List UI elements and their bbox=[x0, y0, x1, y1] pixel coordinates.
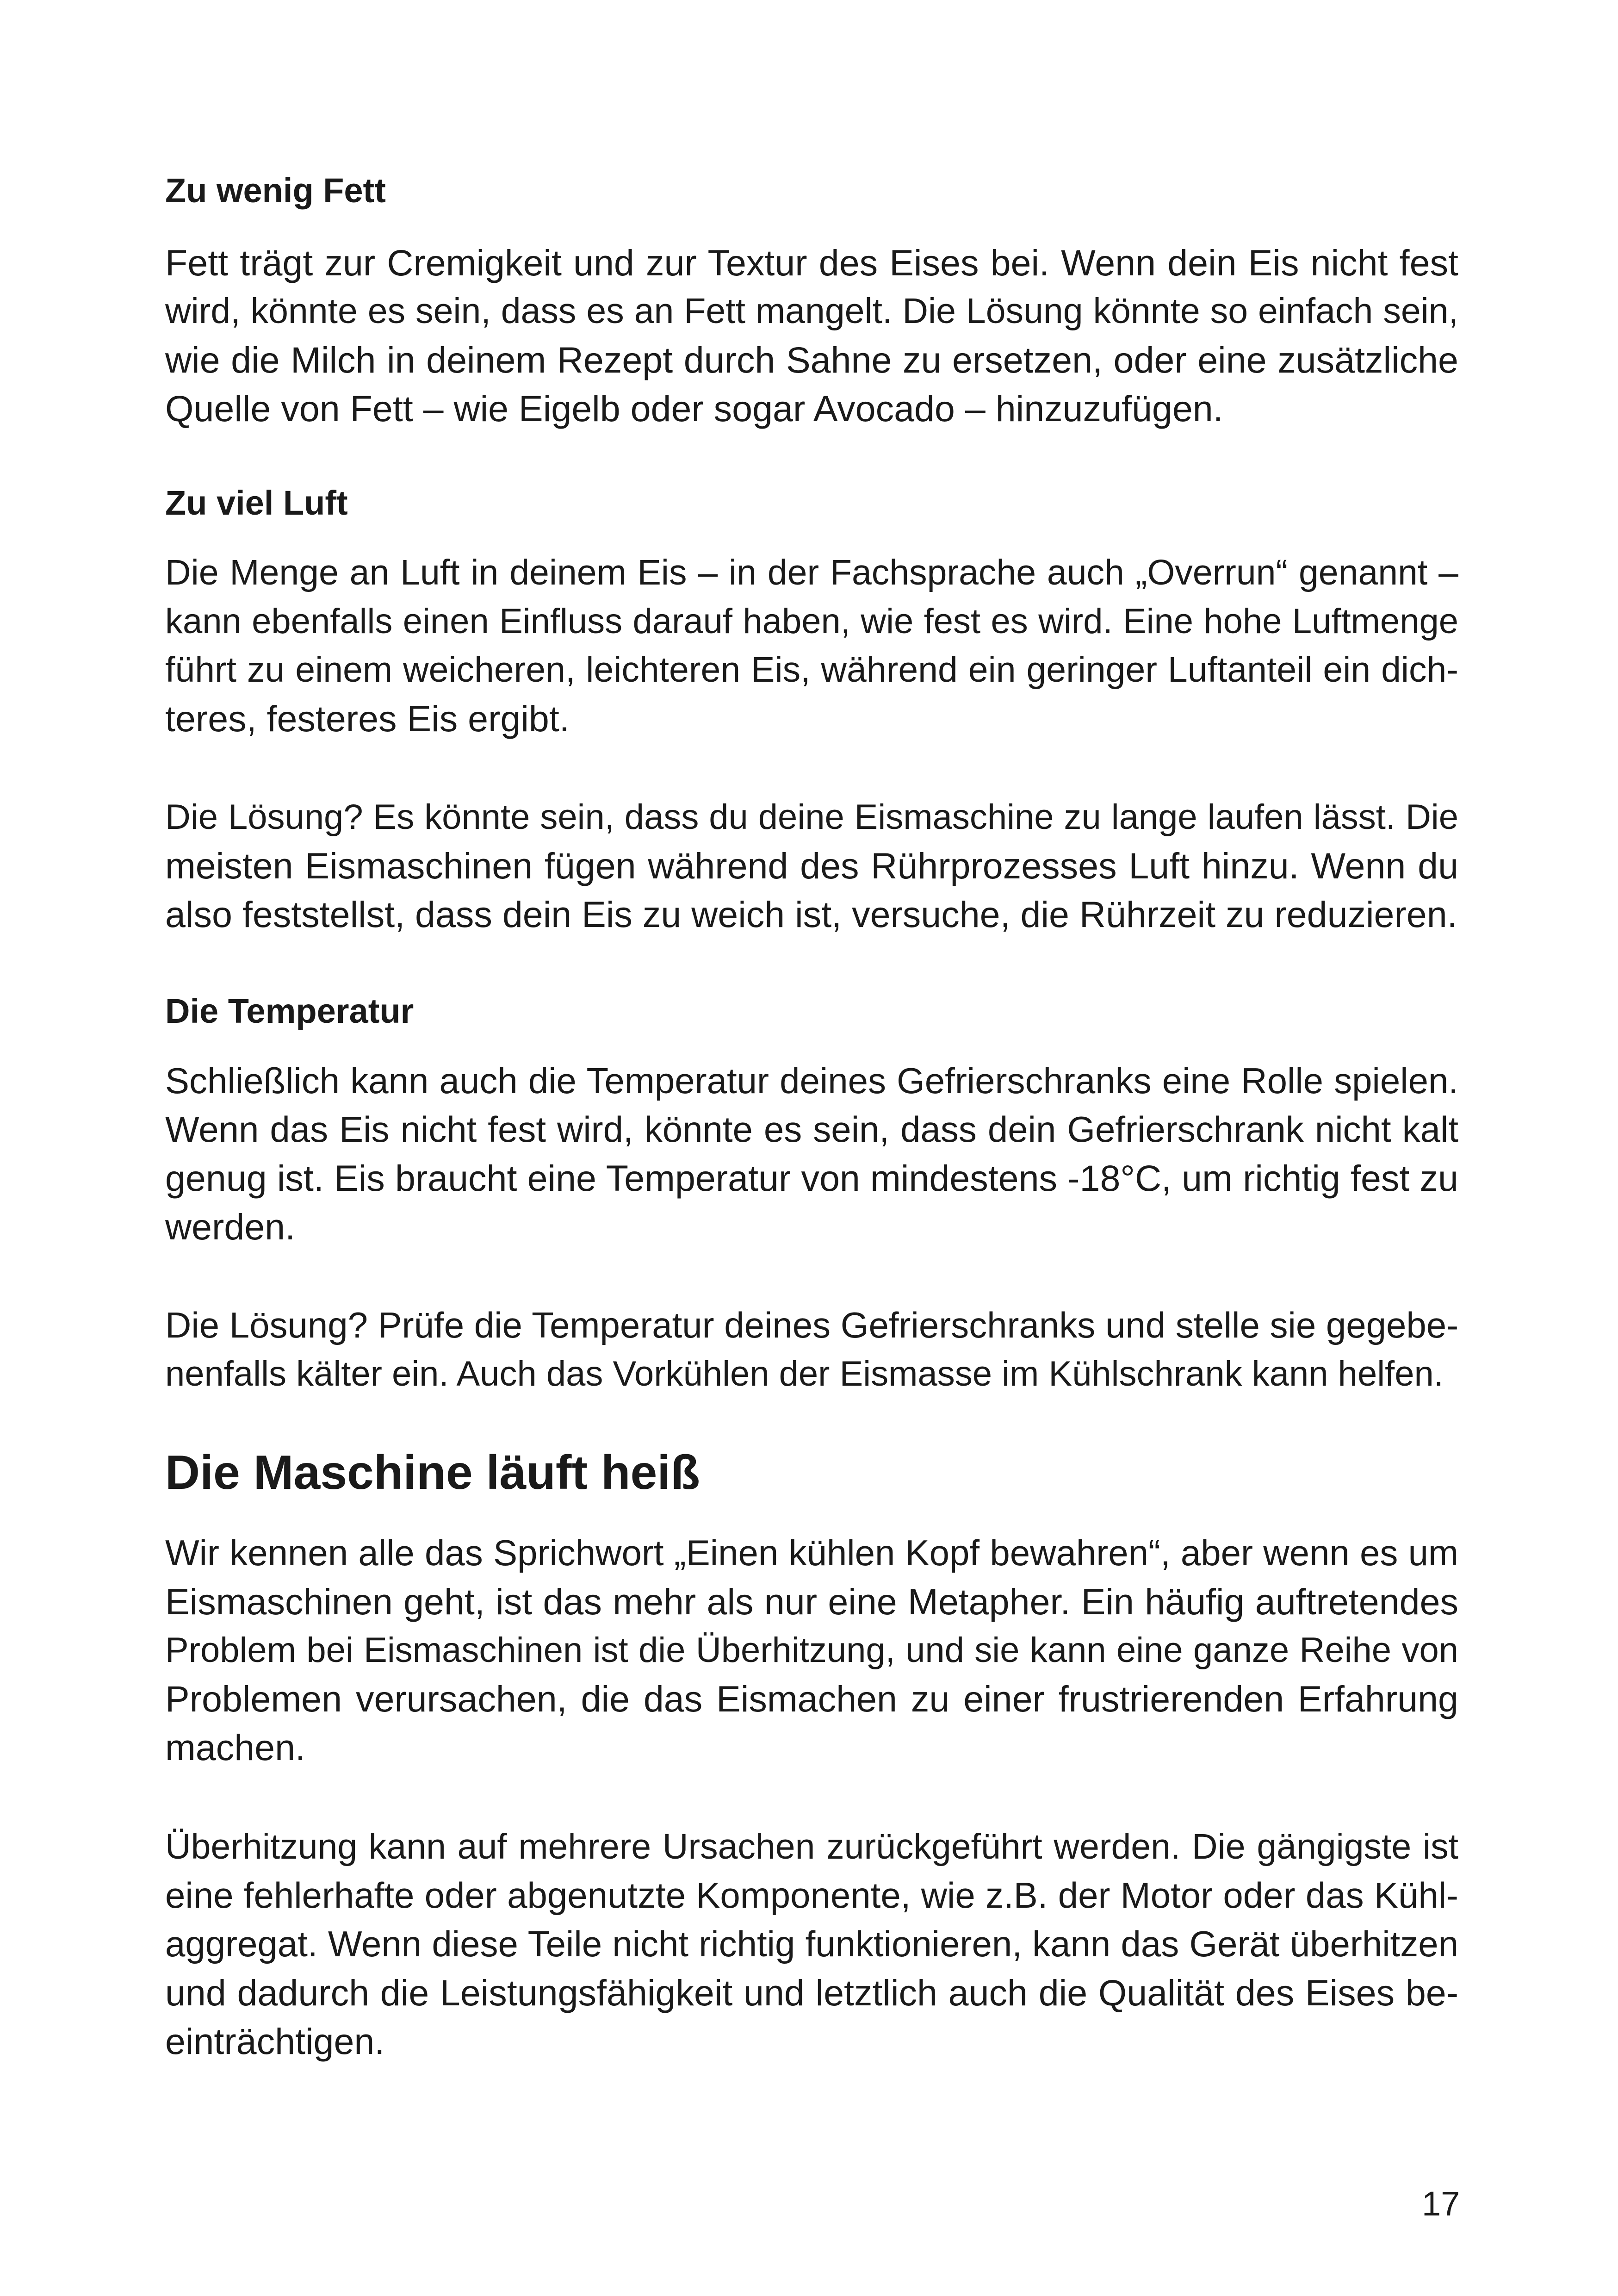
text-line: Quelle von Fett – wie Eigelb oder sogar Avocado – hinzuzufügen. bbox=[165, 388, 1223, 429]
text-line: wird, könnte es sein, dass es an Fett mangelt. Die Lösung könnte so einfach sein, bbox=[165, 291, 1458, 331]
text-line: Wenn das Eis nicht fest wird, könnte es sein, dass dein Gefrierschrank nicht kalt bbox=[165, 1109, 1458, 1150]
text-line: aggregat. Wenn diese Teile nicht richtig funktionieren, kann das Gerät überhitzen bbox=[165, 1923, 1458, 1964]
section-heading-zu-viel-luft: Zu viel Luft bbox=[165, 484, 348, 522]
paragraph bbox=[165, 238, 1458, 433]
text-line: wie die Milch in deinem Rezept durch Sahne zu ersetzen, oder eine zusätzliche bbox=[165, 339, 1458, 380]
text-line: Die Lösung? Prüfe die Temperatur deines Gefrierschranks und stelle sie gegebe- bbox=[165, 1305, 1459, 1345]
section-heading-zu-wenig-fett: Zu wenig Fett bbox=[165, 171, 386, 210]
text-line: Problemen verursachen, die das Eismachen zu einer frustrierenden Erfahrung bbox=[165, 1678, 1458, 1719]
chapter-heading-die-maschine-laeuft-heiss: Die Maschine läuft heiß bbox=[165, 1446, 700, 1500]
paragraph bbox=[165, 548, 1458, 743]
text-line: einträchtigen. bbox=[165, 2021, 385, 2062]
text-line: Eismaschinen geht, ist das mehr als nur eine Metapher. Ein häufig auftretendes bbox=[165, 1581, 1458, 1622]
text-line: Problem bei Eismaschinen ist die Überhitzung, und sie kann eine ganze Reihe von bbox=[165, 1630, 1458, 1670]
text-line: teres, festeres Eis ergibt. bbox=[165, 698, 570, 739]
text-line: und dadurch die Leistungsfähigkeit und letztlich auch die Qualität des Eises be- bbox=[165, 1972, 1458, 2013]
text-line: eine fehlerhafte oder abgenutzte Komponente, wie z.B. der Motor oder das Kühl- bbox=[165, 1875, 1458, 1916]
text-line: führt zu einem weicheren, leichteren Eis, während ein geringer Luftanteil ein dich- bbox=[165, 650, 1458, 690]
paragraph bbox=[165, 1823, 1458, 2066]
section-heading-die-temperatur: Die Temperatur bbox=[165, 992, 414, 1030]
paragraph bbox=[165, 1057, 1458, 1251]
text-line: machen. bbox=[165, 1727, 306, 1768]
text-line: nenfalls kälter ein. Auch das Vorkühlen der Eismasse im Kühlschrank kann helfen. bbox=[165, 1354, 1444, 1394]
text-line: Überhitzung kann auf mehrere Ursachen zurückgeführt werden. Die gängigste ist bbox=[165, 1827, 1458, 1867]
paragraph bbox=[165, 1529, 1458, 1772]
text-line: meisten Eismaschinen fügen während des Rührprozesses Luft hinzu. Wenn du bbox=[165, 845, 1458, 886]
text-line: also feststellst, dass dein Eis zu weich ist, versuche, die Rührzeit zu reduzieren. bbox=[165, 894, 1457, 935]
text-line: Die Menge an Luft in deinem Eis – in der Fachsprache auch „Overrun“ genannt – bbox=[165, 553, 1458, 592]
paragraph bbox=[165, 793, 1458, 939]
text-line: Fett trägt zur Cremigkeit und zur Textur des Eises bei. Wenn dein Eis nicht fest bbox=[165, 242, 1458, 283]
text-line: kann ebenfalls einen Einfluss darauf haben, wie fest es wird. Eine hohe Luftmenge bbox=[165, 602, 1458, 641]
text-line: Schließlich kann auch die Temperatur deines Gefrierschranks eine Rolle spielen. bbox=[165, 1060, 1458, 1101]
text-line: Wir kennen alle das Sprichwort „Einen kühlen Kopf bewahren“, aber wenn es um bbox=[165, 1532, 1458, 1573]
text-line: genug ist. Eis braucht eine Temperatur von mindestens -18°C, um richtig fest zu bbox=[165, 1157, 1458, 1199]
paragraph bbox=[165, 1301, 1458, 1398]
page-number: 17 bbox=[1422, 2184, 1460, 2223]
text-line: werden. bbox=[165, 1206, 296, 1247]
text-line: Die Lösung? Es könnte sein, dass du deine Eismaschine zu lange laufen lässt. Die bbox=[165, 797, 1458, 837]
